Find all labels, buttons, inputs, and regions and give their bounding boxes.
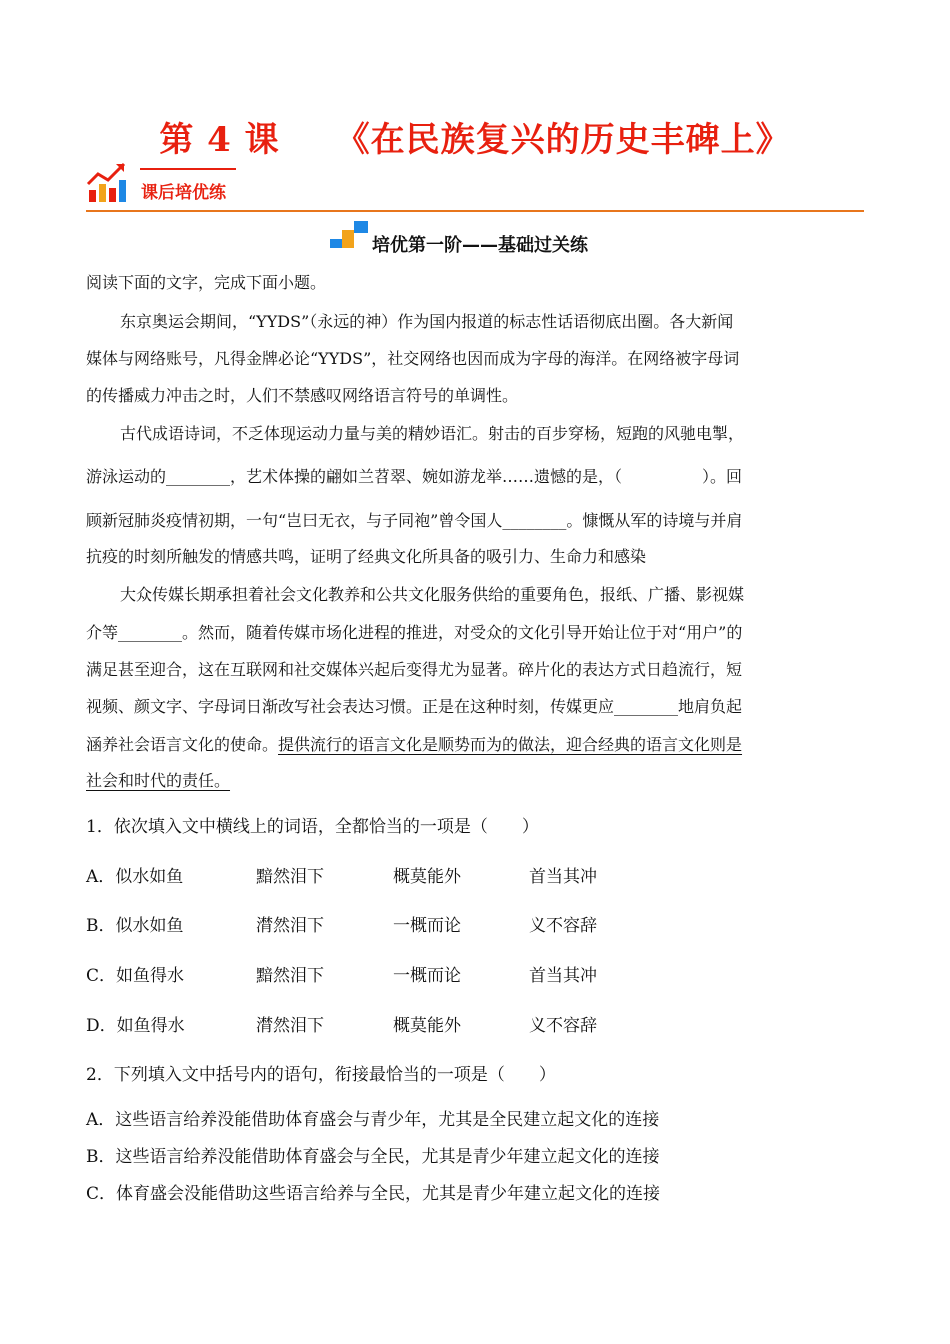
q1-option-d-word2: 潸然泪下 — [256, 1016, 324, 1036]
passage-p3-line3: 满足甚至迎合，这在互联网和社交媒体兴起后变得尤为显著。碎片化的表达方式日趋流行，短 — [86, 660, 743, 679]
passage-p1-line1: 东京奥运会期间，“YYDS”（永远的神）作为国内报道的标志性话语彻底出圈。各大新闻 — [120, 312, 734, 331]
q2-option-c: C．体育盛会没能借助这些语言给养与全民，尤其是青少年建立起文化的连接 — [86, 1184, 661, 1204]
q1-option-b-word2: 潸然泪下 — [256, 916, 324, 936]
passage-p3-line5 — [86, 732, 864, 755]
q2-stem: 2．下列填入文中括号内的语句，衔接最恰当的一项是（ ） — [86, 1065, 556, 1085]
passage-p2-line1: 古代成语诗词，不乏体现运动力量与美的精妙语汇。射击的百步穿杨，短跑的风驰电掣， — [120, 424, 745, 443]
lesson-title — [0, 112, 950, 161]
q1-option-a-word2: 黯然泪下 — [256, 867, 324, 887]
underlined-sentence-part1: 提供流行的语言文化是顺势而为的做法，迎合经典的语言文化则是 — [278, 735, 743, 754]
q1-stem: 1．依次填入文中横线上的词语，全都恰当的一项是（ ） — [86, 817, 539, 837]
q1-option-c-label: C．如鱼得水 — [86, 966, 185, 986]
passage-p2-line4: 抗疫的时刻所触发的情感共鸣，证明了经典文化所具备的吸引力、生命力和感染 — [86, 547, 647, 566]
q1-option-a-word3: 概莫能外 — [393, 867, 461, 887]
q1-option-c-word2: 黯然泪下 — [256, 966, 324, 986]
label-accent-line — [140, 168, 236, 170]
trend-chart-icon — [86, 160, 130, 204]
section-label: 课后培优练 — [141, 183, 226, 203]
q1-option-b-label: B．似水如鱼 — [86, 916, 184, 936]
q1-option-d-word4: 义不容辞 — [529, 1016, 597, 1036]
lesson-number: 第 4 课 — [159, 120, 280, 160]
q2-option-a: A．这些语言给养没能借助体育盛会与青少年，尤其是全民建立起文化的连接 — [86, 1110, 660, 1130]
lesson-name: 《在民族复兴的历史丰碑上》 — [335, 120, 791, 160]
passage-p3-line5-plain: 涵养社会语言文化的使命。 — [86, 735, 279, 754]
stairs-icon — [328, 219, 370, 249]
passage-p3-line2: 介等________。然而，随着传媒市场化进程的推进，对受众的文化引导开始让位于对“用户”的 — [86, 623, 743, 642]
passage-p3-line6 — [86, 768, 864, 791]
passage-p3-line1: 大众传媒长期承担着社会文化教养和公共文化服务供给的重要角色，报纸、广播、影视媒 — [120, 585, 745, 604]
q1-option-a-label: A．似水如鱼 — [86, 867, 184, 887]
q1-option-d-label: D．如鱼得水 — [86, 1016, 185, 1036]
q1-option-b-word4: 义不容辞 — [529, 916, 597, 936]
q1-option-b-word3: 一概而论 — [393, 916, 461, 936]
q1-option-a-word4: 首当其冲 — [529, 867, 597, 887]
q1-option-c-word4: 首当其冲 — [529, 966, 597, 986]
passage-p2-line3: 顾新冠肺炎疫情初期，一句“岂曰无衣，与子同袍”曾令国人________。慷慨从军的诗境与并肩 — [86, 511, 743, 530]
passage-p3-line4: 视频、颜文字、字母词日渐改写社会表达习惯。正是在这种时刻，传媒更应________地肩负起 — [86, 697, 743, 716]
passage-intro: 阅读下面的文字，完成下面小题。 — [86, 273, 327, 292]
passage-p2-line2: 游泳运动的________，艺术体操的翩如兰苕翠、婉如游龙举……遗憾的是，（ ）。回 — [86, 467, 743, 486]
underlined-sentence-part2: 社会和时代的责任。 — [86, 771, 231, 790]
header-divider — [86, 210, 864, 212]
q1-option-c-word3: 一概而论 — [393, 966, 461, 986]
stage-title: 培优第一阶——基础过关练 — [372, 235, 588, 256]
q1-option-d-word3: 概莫能外 — [393, 1016, 461, 1036]
passage-p1-line2: 媒体与网络账号，凡得金牌必论“YYDS”，社交网络也因而成为字母的海洋。在网络被字母词 — [86, 349, 740, 368]
passage-p1-line3: 的传播威力冲击之时，人们不禁感叹网络语言符号的单调性。 — [86, 386, 519, 405]
q2-option-b: B．这些语言给养没能借助体育盛会与全民，尤其是青少年建立起文化的连接 — [86, 1147, 660, 1167]
